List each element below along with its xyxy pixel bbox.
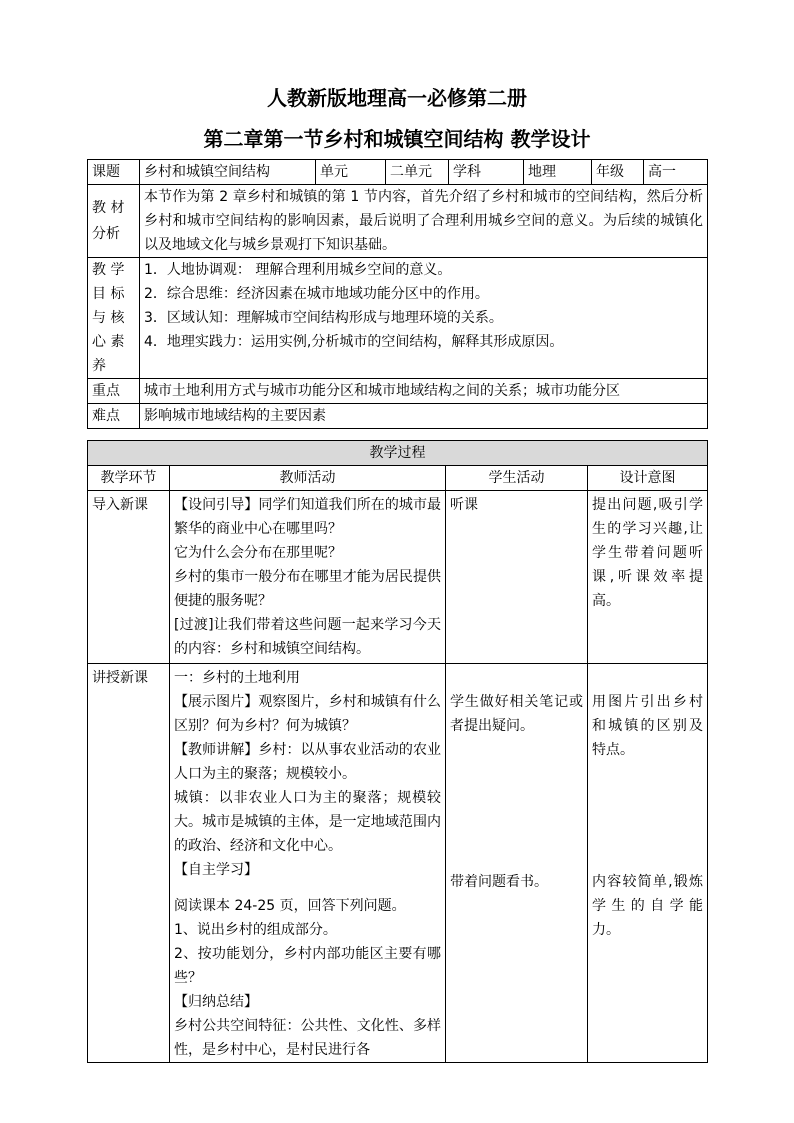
- goals-label-line: 与 核: [92, 310, 125, 326]
- goal-item: 1．人地协调观： 理解合理利用城乡空间的意义。: [144, 262, 452, 278]
- lecture-student-a: 学生做好相关笔记或者提出疑问。: [450, 694, 583, 734]
- lecture-teacher-line: 2、按功能划分，乡村内部功能区主要有哪些？: [174, 946, 441, 986]
- spacer: [592, 762, 703, 870]
- analysis-text: 本节作为第 2 章乡村和城镇的第 1 节内容，首先介绍了乡村和城市的空间结构，然后分析乡村和城市空间结构的影响因素，最后说明了合理利用城乡空间的意义。为后续的城镇化以及地域文化与城乡景观打下知识基础。: [140, 185, 708, 258]
- lecture-teacher-line: 一：乡村的土地利用: [174, 670, 300, 686]
- document-title: 人教新版地理高一必修第二册: [267, 86, 527, 110]
- process-header: 教学过程: [88, 441, 708, 466]
- lecture-teacher-line: 乡村公共空间特征：公共性、文化性、多样性，是乡村中心，是村民进行各: [174, 1018, 441, 1058]
- intro-student: 听课: [446, 491, 588, 664]
- key-text: 城市土地利用方式与城市功能分区和城市地域结构之间的关系；城市功能分区: [140, 379, 708, 404]
- goals-label-line: 目 标: [92, 286, 125, 302]
- goal-item: 3．区域认知：理解城市空间结构形成与地理环境的关系。: [144, 310, 503, 326]
- lecture-teacher: [170, 664, 446, 1063]
- process-header-row: [88, 441, 708, 466]
- intro-intent: 提出问题,吸引学生的学习兴趣,让学生带着问题听课,听课效率提高。: [588, 491, 708, 664]
- document-subtitle: 第二章第一节乡村和城镇空间结构 教学设计: [203, 127, 591, 151]
- info-row-difficulty: [88, 404, 708, 429]
- lecture-stage: 讲授新课: [88, 664, 170, 1063]
- column-header-intent: 设计意图: [588, 466, 708, 491]
- lecture-row: [88, 664, 708, 1063]
- process-table: [87, 440, 708, 1063]
- grade-value: 高一: [644, 160, 708, 185]
- lecture-teacher-line: 【归纳总结】: [174, 994, 258, 1010]
- topic-label: 课题: [88, 160, 140, 185]
- info-table: [87, 159, 708, 429]
- intro-stage: 导入新课: [88, 491, 170, 664]
- info-row-topic: [88, 160, 708, 185]
- intro-teacher-line: 乡村的集市一般分布在哪里才能为居民提供便捷的服务呢？: [174, 569, 441, 609]
- lecture-intent-b: 内容较简单,锻炼学生的自学能力。: [592, 874, 703, 938]
- intro-row: [88, 491, 708, 664]
- lecture-intent: [588, 664, 708, 1063]
- spacer: [450, 666, 583, 690]
- intro-teacher-line: 它为什么会分布在那里呢？: [174, 545, 342, 561]
- intro-teacher: [170, 491, 446, 664]
- intro-teacher-line: 【设问引导】同学们知道我们所在的城市最繁华的商业中心在哪里吗？: [174, 497, 441, 537]
- key-label: 重点: [88, 379, 140, 404]
- intro-teacher-line: [过渡]让我们带着这些问题一起来学习今天的内容：乡村和城镇空间结构。: [174, 617, 441, 657]
- goals-label-line: 养: [92, 358, 106, 374]
- lecture-teacher-line: 【展示图片】观察图片，乡村和城镇有什么区别？何为乡村？何为城镇？: [174, 694, 441, 734]
- lecture-teacher-line: 阅读课本 24-25 页，回答下列问题。: [174, 898, 406, 914]
- lecture-teacher-line: 【自主学习】: [174, 862, 258, 878]
- lecture-intent-a: 用图片引出乡村和城镇的区别及特点。: [592, 694, 703, 758]
- lecture-teacher-line: 城镇：以非农业人口为主的聚落；规模较大。城市是城镇的主体，是一定地域范围内的政治、经济和文化中心。: [174, 790, 441, 854]
- grade-label: 年级: [592, 160, 644, 185]
- lecture-teacher-line: 【教师讲解】乡村：以从事农业活动的农业人口为主的聚落；规模较小。: [174, 742, 441, 782]
- column-header-stage: 教学环节: [88, 466, 170, 491]
- analysis-label-text: 教 材 分析: [92, 200, 125, 242]
- goals-label: [88, 258, 140, 379]
- lecture-student: [446, 664, 588, 1063]
- column-header-student: 学生活动: [446, 466, 588, 491]
- analysis-label: [88, 185, 140, 258]
- info-row-analysis: [88, 185, 708, 258]
- difficulty-label: 难点: [88, 404, 140, 429]
- info-row-goals: [88, 258, 708, 379]
- spacer: [450, 738, 583, 870]
- unit-value: 二单元: [386, 160, 449, 185]
- lecture-student-b: 带着问题看书。: [450, 874, 548, 890]
- subject-label: 学科: [449, 160, 524, 185]
- difficulty-text: 影响城市地域结构的主要因素: [140, 404, 708, 429]
- goal-item: 2．综合思维：经济因素在城市地域功能分区中的作用。: [144, 286, 489, 302]
- info-row-key: [88, 379, 708, 404]
- goals-label-line: 心 素: [92, 334, 125, 350]
- column-header-teacher: 教师活动: [170, 466, 446, 491]
- spacer: [592, 666, 703, 690]
- topic-value: 乡村和城镇空间结构: [140, 160, 316, 185]
- lecture-teacher-line: 1、说出乡村的组成部分。: [174, 922, 337, 938]
- spacer: [174, 882, 441, 894]
- goals-list: [140, 258, 708, 379]
- subject-value: 地理: [524, 160, 592, 185]
- goal-item: 4．地理实践力：运用实例,分析城市的空间结构，解释其形成原因。: [144, 334, 564, 350]
- goals-label-line: 教 学: [92, 262, 125, 278]
- unit-label: 单元: [316, 160, 386, 185]
- process-columns-row: [88, 466, 708, 491]
